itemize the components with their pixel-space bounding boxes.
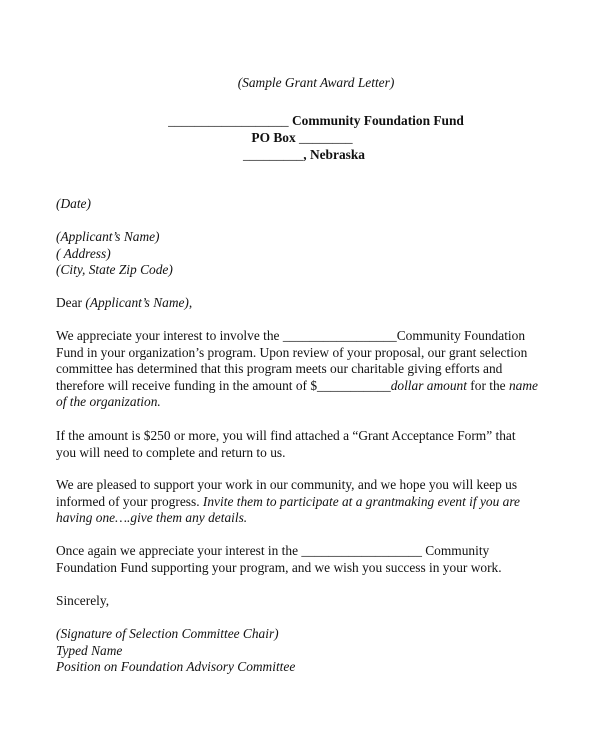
pobox-blank: ________: [299, 130, 353, 145]
typed-name: Typed Name: [56, 642, 123, 658]
state-name: , Nebraska: [303, 147, 365, 162]
document-title: (Sample Grant Award Letter): [237, 75, 395, 90]
para1-line1-text-a: We appreciate your interest to involve the: [56, 328, 283, 343]
applicant-city: (City, State Zip Code): [56, 262, 173, 278]
position-title: Position on Foundation Advisory Committee: [56, 659, 296, 675]
para1-name: name: [508, 377, 538, 393]
letterhead-fund-line: [0, 113, 600, 130]
para4-line1-text-b: Community: [421, 543, 490, 558]
para1-line4: [56, 378, 576, 395]
salutation-prefix: Dear: [56, 295, 86, 310]
paragraph-1: [56, 328, 576, 411]
fund-name-blank: __________________: [168, 113, 289, 128]
salutation-name: (Applicant’s Name): [85, 295, 189, 310]
applicant-street: ( Address): [56, 245, 111, 261]
para4-line2: Foundation Fund supporting your program, and we wish you success in your work.: [56, 559, 502, 575]
para1-blank-amount: ___________: [317, 377, 391, 393]
para3-line2: [56, 494, 576, 511]
paragraph-4: [56, 543, 576, 576]
para1-line3: committee has determined that this program meets our charitable giving efforts and: [56, 361, 503, 377]
para2-line1: If the amount is $250 or more, you will find attached a “Grant Acceptance Form” that: [56, 428, 516, 443]
date-line: (Date): [56, 196, 91, 211]
paragraph-2: [56, 428, 576, 461]
para1-dollar-amount: dollar amount: [390, 377, 467, 393]
para1-line2: Fund in your organization’s program. Upon review of your proposal, our grant selection: [56, 344, 528, 360]
letterhead-pobox-line: [0, 130, 600, 147]
pobox-label: PO Box: [251, 130, 296, 145]
para4-line1: [56, 543, 576, 560]
para1-line4-text-a: therefore will receive funding in the amount of $: [56, 377, 318, 393]
para2-line2: you will need to complete and return to us.: [56, 444, 286, 460]
para1-blank-fund: _________________: [282, 328, 397, 343]
applicant-name: (Applicant’s Name): [56, 229, 160, 244]
letterhead: [0, 113, 600, 164]
para1-line5: of the organization.: [56, 394, 161, 410]
letterhead-city-line: [0, 147, 600, 164]
para3-line2-text-b: Invite them to participate at a grantmaking event if you are: [202, 493, 520, 509]
para4-blank-fund: __________________: [301, 543, 422, 558]
salutation-suffix: ,: [188, 295, 193, 310]
para3-line1: We are pleased to support your work in our community, and we hope you will keep us: [56, 477, 518, 492]
para4-line1-text-a: Once again we appreciate your interest in the: [56, 543, 302, 558]
signature-block: [56, 626, 576, 676]
closing: Sincerely,: [56, 593, 110, 608]
fund-name: Community Foundation Fund: [291, 113, 464, 128]
city-blank: _________: [242, 147, 304, 162]
para1-line1: [56, 328, 576, 345]
para3-line3: having one….give them any details.: [56, 510, 248, 526]
salutation: [56, 295, 576, 312]
recipient-address: [56, 229, 576, 279]
signature-line: (Signature of Selection Committee Chair): [56, 626, 279, 641]
para1-line1-text-b: Community Foundation: [396, 328, 526, 343]
para1-line4-text-c: for the: [466, 377, 509, 393]
paragraph-3: [56, 477, 576, 527]
para3-line2-text-a: informed of your progress.: [56, 493, 203, 509]
